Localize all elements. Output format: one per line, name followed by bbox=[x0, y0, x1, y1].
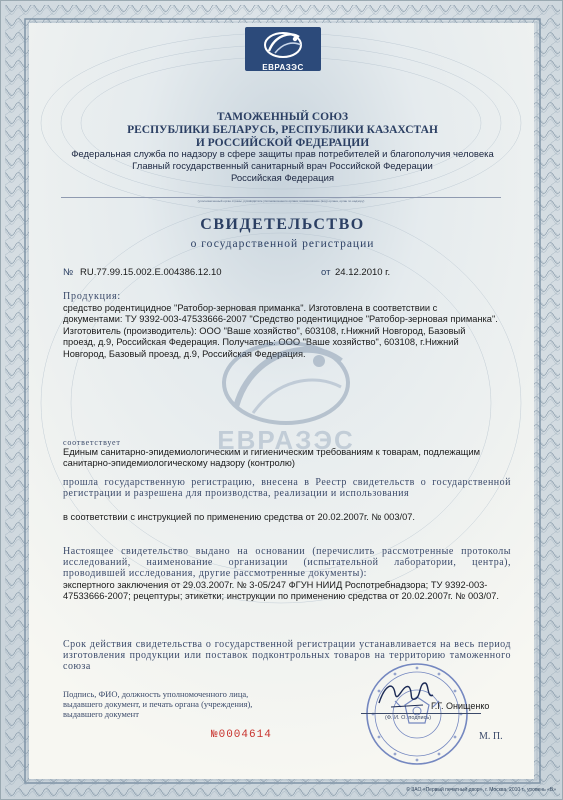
basis-line: экспертного заключения от 29.03.2007г. № 3-05/247 ФГУН НИИД Роспотребнадзора; ТУ 9392-003- bbox=[63, 580, 488, 590]
watermark-label: ЕВРАЗЭС bbox=[217, 425, 355, 455]
date-label: от bbox=[321, 267, 331, 278]
document-title: СВИДЕТЕЛЬСТВО bbox=[200, 216, 365, 233]
validity-statement: Срок действия свидетельства о государственной регистрации устанавливается на весь период изготовления продукции или поставок подконтрольных товаров на территорию таможенного союза bbox=[63, 639, 511, 672]
signature-line-caption: (Ф. И. О. подпись) bbox=[385, 715, 432, 721]
product-line: документами: ТУ 9392-003-47533666-2007 "Средство родентицидное "Ратобор-зерновая приманка". bbox=[63, 314, 498, 325]
logo-label: ЕВРАЗЭС bbox=[262, 63, 304, 72]
authority-caption: (уполномоченный орган страны, руководитель уполномоченного органа, наименование (вид) органа, орган по надзору) bbox=[61, 197, 501, 203]
union-line-1: ТАМОЖЕННЫЙ СОЮЗ bbox=[216, 111, 349, 123]
compliance-text bbox=[63, 447, 511, 470]
union-line-2: РЕСПУБЛИКИ БЕЛАРУСЬ, РЕСПУБЛИКИ КАЗАХСТАН bbox=[127, 124, 438, 136]
signature-caption-block: Подпись, ФИО, должность уполномоченного лица, выдавшего документ, и печать органа (учреждения), выдавшего документ bbox=[63, 689, 253, 719]
seal-place-label: М. П. bbox=[479, 731, 503, 742]
signatory-name: Г.Г. Онищенко bbox=[431, 701, 490, 711]
product-label: Продукция: bbox=[63, 291, 121, 302]
product-line: Изготовитель (производитель): ООО "Ваше хозяйство", 603108, г.Нижний Новгород, Базовый bbox=[63, 325, 466, 336]
registration-date: 24.12.2010 г. bbox=[335, 267, 391, 278]
document-subtitle: о государственной регистрации bbox=[190, 238, 375, 250]
basis-line: 47533666-2007; рецептуры; этикетки; инструкции по применению средства от 20.02.2007г. № 003/07. bbox=[63, 591, 499, 602]
compliance-line: санитарно-эпидемиологическому надзору (контролю) bbox=[63, 458, 295, 469]
printer-imprint: © ЗАО «Первый печатный двор», г. Москва, 2010 г., уровень «В» bbox=[406, 787, 556, 793]
service-line-3: Российская Федерация bbox=[230, 173, 335, 184]
form-serial-number: №0004614 bbox=[211, 729, 272, 741]
registration-number: RU.77.99.15.002.Е.004386.12.10 bbox=[80, 267, 222, 278]
signature-line bbox=[361, 713, 481, 714]
eurasec-watermark-icon bbox=[181, 331, 391, 461]
union-line-3: И РОССИЙСКОЙ ФЕДЕРАЦИИ bbox=[195, 137, 370, 149]
official-stamp-icon bbox=[357, 659, 475, 769]
service-line-1: Федеральная служба по надзору в сфере защиты прав потребителей и благополучия человека bbox=[71, 149, 494, 160]
product-line: Новгород, Базовый проезд, д.9, Российская Федерация. bbox=[63, 348, 306, 359]
product-line: средство родентицидное "Ратобор-зерновая приманка". Изготовлена в соответствии с bbox=[63, 303, 438, 313]
basis-documents bbox=[63, 580, 511, 603]
service-line-2: Главный государственный санитарный врач Российской Федерации bbox=[132, 161, 433, 172]
compliance-line: Единым санитарно-эпидемиологическим и гигиеническим требованиям к товарам, подлежащим bbox=[63, 447, 481, 457]
registration-statement: прошла государственную регистрацию, внесена в Реестр свидетельств о государственной регистрации и разрешена для производства, реализации и использования bbox=[63, 477, 511, 499]
number-label: № bbox=[63, 267, 74, 278]
compliance-rule bbox=[63, 435, 511, 437]
compliance-label: соответствует bbox=[63, 438, 121, 447]
registration-instruction: в соответствии с инструкцией по применению средства от 20.02.2007г. № 003/07. bbox=[63, 512, 416, 522]
basis-statement: Настоящее свидетельство выдано на основании (перечислить рассмотренные протоколы исследований, наименование организации (испытательной лаборатории, центра), проводившей исследования, другие рассмотренные документы): bbox=[63, 546, 511, 579]
handwritten-signature-icon bbox=[375, 677, 439, 711]
product-line: проезд, д.9, Российская Федерация. Получатель: ООО "Ваше хозяйство", 603108, г.Нижний bbox=[63, 337, 459, 348]
